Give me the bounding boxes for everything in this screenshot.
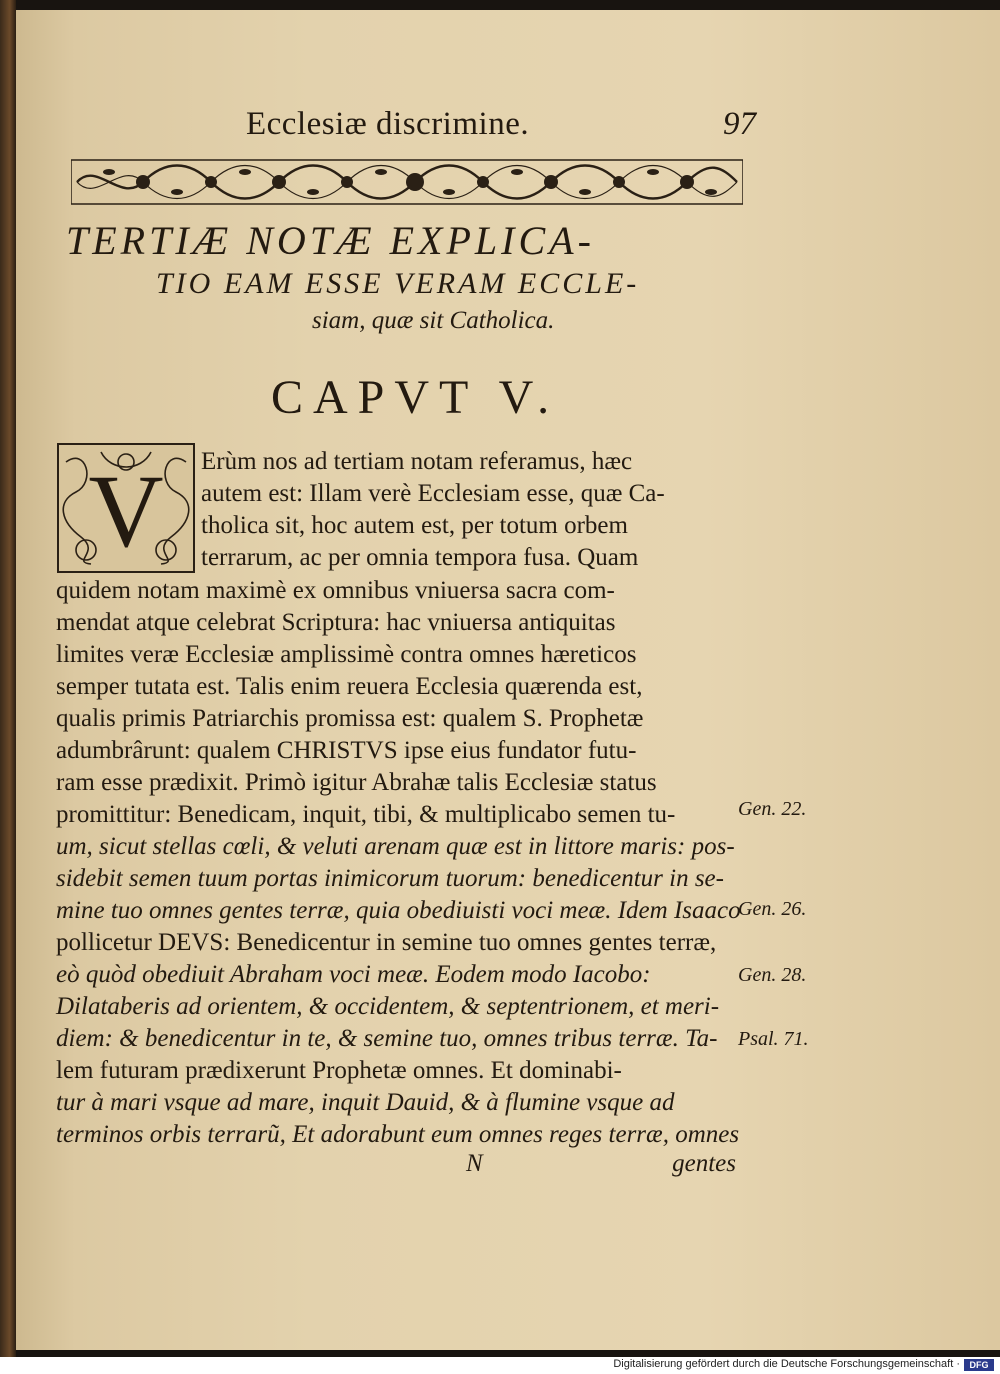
- body-line: semper tutata est. Talis enim reuera Ecclesia quærenda est,: [56, 673, 643, 700]
- signature-mark: N: [466, 1150, 483, 1177]
- body-line: diem: & benedicentur in te, & semine tuo, omnes tribus terræ. Ta-: [56, 1025, 718, 1052]
- body-line: sidebit semen tuum portas inimicorum tuorum: benedicentur in se-: [56, 865, 724, 892]
- margin-note: Gen. 22.: [738, 798, 807, 820]
- body-line: mendat atque celebrat Scriptura: hac vniuersa antiquitas: [56, 609, 616, 636]
- body-line: autem est: Illam verè Ecclesiam esse, quæ Ca-: [201, 480, 665, 507]
- margin-note: Gen. 26.: [738, 898, 807, 920]
- body-line: adumbrârunt: qualem CHRISTVS ipse eius fundator futu-: [56, 737, 637, 764]
- body-line: quidem notam maximè ex omnibus vniuersa sacra com-: [56, 577, 615, 604]
- body-line: tholica sit, hoc autem est, per totum orbem: [201, 512, 628, 539]
- body-line: Erùm nos ad tertiam notam referamus, hæc: [201, 448, 633, 475]
- body-line: limites veræ Ecclesiæ amplissimè contra omnes hæreticos: [56, 641, 637, 668]
- ornament-band: [71, 158, 743, 206]
- subtitle-line-1: TERTIÆ NOTÆ EXPLICA-: [66, 218, 595, 263]
- page-number: 97: [723, 106, 756, 142]
- book-page: [16, 10, 1000, 1350]
- margin-note: Psal. 71.: [738, 1028, 809, 1050]
- chapter-heading: CAPVT V.: [271, 371, 560, 424]
- body-line: tur à mari vsque ad mare, inquit Dauid, & à flumine vsque ad: [56, 1089, 675, 1116]
- running-title: Ecclesiæ discrimine.: [246, 106, 530, 142]
- subtitle-line-3: siam, quæ sit Catholica.: [312, 307, 555, 334]
- drop-cap-ornament: [56, 442, 196, 574]
- body-line: lem futuram prædixerunt Prophetæ omnes. Et dominabi-: [56, 1057, 622, 1084]
- margin-note: Gen. 28.: [738, 964, 807, 986]
- body-line: eò quòd obediuit Abraham voci meæ. Eodem modo Iacobo:: [56, 961, 651, 988]
- body-line: mine tuo omnes gentes terræ, quia obediuisti voci meæ. Idem Isaaco: [56, 897, 741, 924]
- page-header: [246, 106, 756, 156]
- body-line: terrarum, ac per omnia tempora fusa. Quam: [201, 544, 639, 571]
- digitization-footer: [0, 1357, 1000, 1374]
- body-line: um, sicut stellas cœli, & veluti arenam quæ est in littore maris: pos-: [56, 833, 735, 860]
- drop-cap-letter: V: [88, 454, 164, 569]
- dfg-logo: DFG: [964, 1359, 994, 1371]
- body-line: terminos orbis terrarũ, Et adorabunt eum omnes reges terræ, omnes: [56, 1121, 740, 1148]
- body-line: Dilataberis ad orientem, & occidentem, & septentrionem, et meri-: [56, 993, 720, 1020]
- body-line: pollicetur DEVS: Benedicentur in semine tuo omnes gentes terræ,: [56, 929, 717, 956]
- catchline: [56, 1150, 736, 1182]
- dfg-credit: Digitalisierung gefördert durch die Deutsche Forschungsgemeinschaft ·: [613, 1358, 960, 1370]
- body-line: promittitur: Benedicam, inquit, tibi, & multiplicabo semen tu-: [56, 801, 676, 828]
- subtitle-line-2: TIO EAM ESSE VERAM ECCLE-: [156, 267, 640, 300]
- body-line: ram esse prædixit. Primò igitur Abrahæ talis Ecclesiæ status: [56, 769, 657, 796]
- body-line: qualis primis Patriarchis promissa est: qualem S. Prophetæ: [56, 705, 644, 732]
- book-spine: [0, 0, 16, 1357]
- catchword: gentes: [672, 1150, 736, 1177]
